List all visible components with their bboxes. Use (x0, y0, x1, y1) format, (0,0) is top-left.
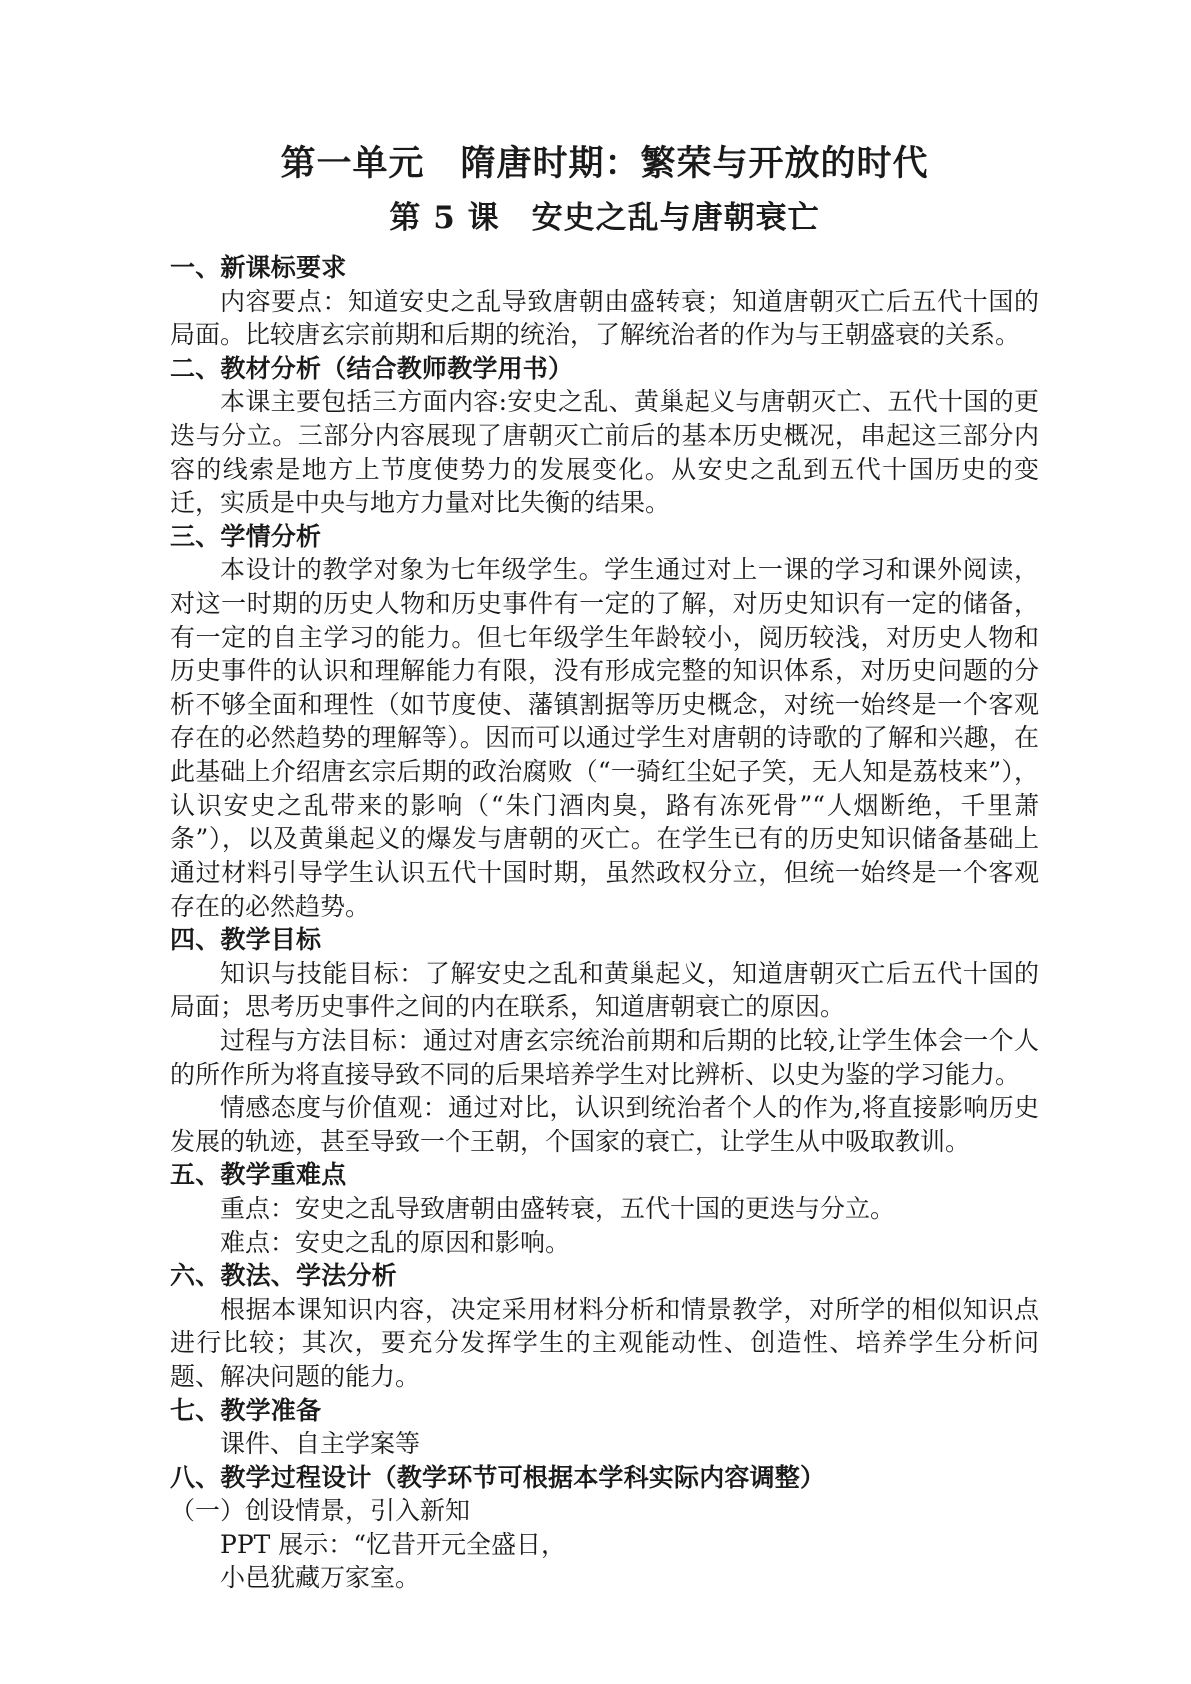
section-4-paragraph-1: 知识与技能目标：了解安史之乱和黄巢起义，知道唐朝灭亡后五代十国的局面；思考历史事件之间的内在联系，知道唐朝衰亡的原因。 (170, 958, 1039, 1022)
section-7-line-1: 课件、自主学案等 (220, 1429, 421, 1458)
section-3-paragraph-1: 本设计的教学对象为七年级学生。学生通过对上一课的学习和课外阅读，对这一时期的历史人物和历史事件有一定的了解，对历史知识有一定的储备，有一定的自主学习的能力。但七年级学生年龄较小，阅历较浅，对历史人物和历史事件的认识和理解能力有限，没有形成完整的知识体系，对历史问题的分析不够全面和理性（如节度使、藩镇割据等历史概念，对统一始终是一个客观存在的必然趋势的理解等）。因而可以通过学生对唐朝的诗歌的了解和兴趣，在此基础上介绍唐玄宗后期的政治腐败（“一骑红尘妃子笑，无人知是荔枝来”），认识安史之乱带来的影响（“朱门酒肉臭，路有冻死骨”“人烟断绝，千里萧条”），以及黄巢起义的爆发与唐朝的灭亡。在学生已有的历史知识储备基础上通过材料引导学生认识五代十国时期，虽然政权分立，但统一始终是一个客观存在的必然趋势。 (170, 555, 1039, 921)
section-2-paragraph-1: 本课主要包括三方面内容:安史之乱、黄巢起义与唐朝灭亡、五代十国的更迭与分立。三部分内容展现了唐朝灭亡前后的基本历史概况，串起这三部分内容的线索是地方上节度使势力的发展变化。从安史之乱到五代十国历史的变迁，实质是中央与地方力量对比失衡的结果。 (170, 387, 1039, 518)
section-heading-8: 八、教学过程设计（教学环节可根据本学科实际内容调整） (170, 1462, 826, 1492)
section-heading-6: 六、教法、学法分析 (170, 1261, 397, 1291)
section-heading-1: 一、新课标要求 (170, 253, 347, 282)
section-heading-2: 二、教材分析（结合教师教学用书） (170, 353, 574, 383)
section-heading-4: 四、教学目标 (170, 925, 322, 955)
section-1-paragraph-1: 内容要点：知道安史之乱导致唐朝由盛转衰；知道唐朝灭亡后五代十国的局面。比较唐玄宗前期和后期的统治，了解统治者的作为与王朝盛衰的关系。 (170, 286, 1039, 350)
section-5-line-2: 难点：安史之乱的原因和影响。 (220, 1227, 571, 1257)
lesson-title: 第 5 课 安史之乱与唐朝衰亡 (389, 199, 820, 236)
section-heading-5: 五、教学重难点 (170, 1160, 347, 1190)
section-8-line-2: 小邑犹藏万家室。 (220, 1563, 421, 1593)
section-4-paragraph-2: 过程与方法目标：通过对唐玄宗统治前期和后期的比较,让学生体会一个人的所作所为将直接导致不同的后果培养学生对比辨析、以史为鉴的学习能力。 (170, 1025, 1039, 1089)
section-8-subheading-1: （一）创设情景，引入新知 (170, 1496, 471, 1526)
unit-title: 第一单元 隋唐时期：繁荣与开放的时代 (280, 143, 929, 184)
section-5-line-1: 重点：安史之乱导致唐朝由盛转衰，五代十国的更迭与分立。 (220, 1193, 896, 1223)
section-heading-7: 七、教学准备 (170, 1395, 322, 1425)
section-6-paragraph-1: 根据本课知识内容，决定采用材料分析和情景教学，对所学的相似知识点进行比较；其次，要充分发挥学生的主观能动性、创造性、培养学生分析问题、解决问题的能力。 (170, 1294, 1039, 1391)
section-4-paragraph-3: 情感态度与价值观：通过对比，认识到统治者个人的作为,将直接影响历史发展的轨迹，甚至导致一个王朝，个国家的衰亡，让学生从中吸取教训。 (170, 1093, 1039, 1156)
section-8-line-1: PPT 展示：“忆昔开元全盛日， (220, 1529, 567, 1559)
section-heading-3: 三、学情分析 (170, 521, 322, 551)
